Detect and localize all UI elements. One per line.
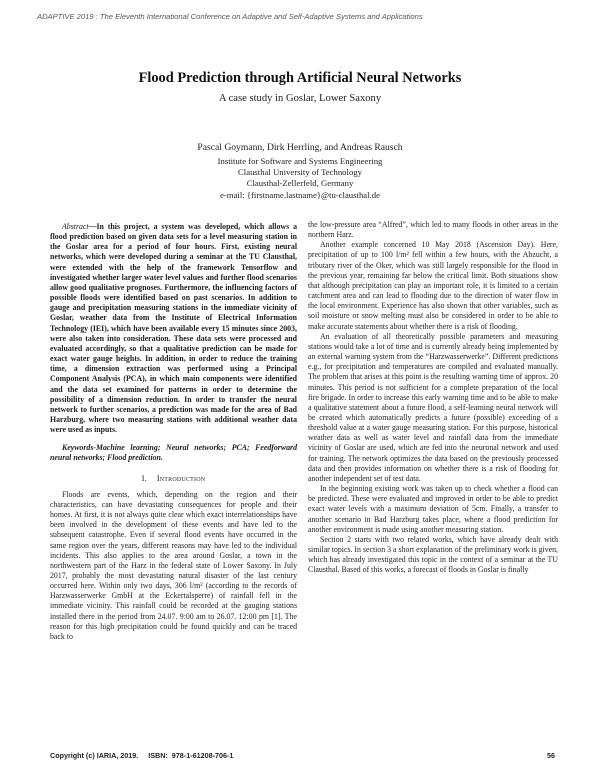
author-list: Pascal Goymann, Dirk Herrling, and Andreas Rausch	[197, 142, 403, 153]
body-paragraph: An evaluation of all theoretically possible parameters and measuring stations would take a lot of time and is currently already being implemented by an external warning system from the “Harzwasserwerke”. Different predictions e.g., for precipitation and temperatures are compiled and evaluated manually. The problem that arises at this point is the resulting warning time of approx. 20 minutes. This period is not sufficient for a complete preparation of the local fire brigade. In order to increase this early warning time and to be able to make a qualitative statement about a future flood, a self-learning neural network will be created which automatically predicts a future (possible) exceeding of a threshold value at a water gauge measuring station. For this purpose, historical weather data as well as water level and rainfall data from the immediate vicinity of Goslar are used, which are fed into the neuronal network and used for training. The network optimizes the data based on the previously processed data and then provides information on whether there is a risk of flooding for another independent set of test data.	[308, 331, 558, 483]
abstract-paragraph	[50, 222, 297, 435]
page-number: 56	[547, 751, 555, 760]
affiliation-institute: Institute for Software and Systems Engineering	[217, 156, 383, 166]
abstract-text: —In this project, a system was developed, which allows a flood prediction based on given data sets for a level measuring station in the Goslar area for a period of four hours. First, existing neural networks, which were developed during a seminar at the TU Clausthal, were extended with the help of the framework Tensorflow and investigated whether larger water level values and further flood scenarios allow good qualitative prognoses. Furthermore, the influencing factors of possible floods were identified based on past scenarios. In addition to gauge and precipitation measuring stations in the immediate vicinity of Goslar, weather data from the Institute of Electrical Information Technology (IEI), which have been available every 15 minutes since 2003, were also taken into consideration. These data sets were processed and evaluated accordingly, so that a qualitative prediction can be made for exact water gauge heights. In addition, in order to reduce the training time, a dimension extraction was performed using a Principal Component Analysis (PCA), in which main components were identified and the data set examined for patterns in order to determine the possibility of a dimension reduction. In order to transfer the neural network to further scenarios, a prediction was made for the area of Bad Harzburg, where two measuring stations with additional weather data were used as inputs.	[50, 222, 297, 435]
left-column	[50, 222, 297, 642]
footer-copyright: Copyright (c) IARIA, 2019. ISBN: 978-1-61208-706-1	[50, 751, 234, 760]
affiliation-block	[0, 156, 600, 201]
paper-title: Flood Prediction through Artificial Neural Networks	[138, 70, 462, 86]
keywords-lead: Keywords-	[62, 443, 96, 453]
body-paragraph: Section 2 starts with two related works, which have already dealt with similar topics. In section 3 a short explanation of the preliminary work is given, which has already investigated this topic in the context of a seminar at the TU Clausthal. Based of this works, a forecast of floods in Goslar is finally	[308, 534, 558, 575]
intro-paragraph: Floods are events, which, depending on the region and their characteristics, can have devastating consequences for people and their homes. At first, it is not always quite clear which exact interrelationships have been involved in the development of these events and have led to the subsequent catastrophe. Even if several flood events have occurred in the same region over the years, different reasons may have led to the individual incidents. This also applies to the area around Goslar, a town in the northwestern part of the Harz in the federal state of Lower Saxony. In July 2017, probably the most devastating natural disaster of the last century occurred here. Within only two days, 306 l/m² (according to the records of Harzwasserwerke GmbH at the Eckertalsperre) of rainfall fell in the immediate vicinity. This rainfall could be recorded at the gauging stations installed there in the period from 24.07. 9:00 am to 26.07. 12:00 pm [1]. The reason for this high precipitation could be found quickly and can be traced back to	[50, 489, 297, 641]
abstract-lead: Abstract	[62, 222, 89, 231]
section-number: I.	[141, 473, 147, 483]
section-title: Introduction	[156, 473, 206, 483]
affiliation-email: e-mail: {firstname.lastname}@tu-clausthal.de	[220, 189, 380, 200]
body-paragraph: Another example concerned 10 May 2018 (Ascension Day). Here, precipitation of up to 100 l/m² fell within a few hours, with the Abzucht, a tributary river of the Oker, which was still largely responsible for the flood in the previous year, remaining far below the critical limit. Both situations show that although precipitation can play an important role, it is limited to a certain catchment area and can lead to flooding due to the direction of water flow in the local environment. Experience has also shown that other variables, such as soil moisture or snow melting must also be considered in order to be able to make accurate statements about whether there is a risk of flooding.	[308, 240, 558, 331]
affiliation-location: Clausthal-Zellerfeld, Germany	[246, 178, 354, 189]
keywords-text: Machine learning; Neural networks; PCA; Feedforward neural networks; Flood prediction.	[50, 443, 297, 463]
keywords-paragraph	[50, 443, 297, 463]
section-heading-introduction	[50, 474, 297, 484]
affiliation-university: Clausthal University of Technology	[238, 167, 362, 178]
body-paragraph: the low-pressure area “Alfred”, which led to many floods in other areas in the northern Harz.	[308, 220, 558, 240]
paper-subtitle: A case study in Goslar, Lower Saxony	[218, 93, 382, 104]
right-column	[308, 220, 558, 575]
conference-header: ADAPTIVE 2019 : The Eleventh International Conference on Adaptive and Self-Adaptive Systems and Applications	[37, 12, 423, 21]
body-paragraph: In the beginning existing work was taken up to check whether a flood can be predicted. These were evaluated and improved in order to be able to predict exact water levels with a maximum deviation of 5cm. Finally, a transfer to another scenario in Bad Harzburg takes place, where a flood prediction for another environment is made using another measuring station.	[308, 484, 558, 534]
